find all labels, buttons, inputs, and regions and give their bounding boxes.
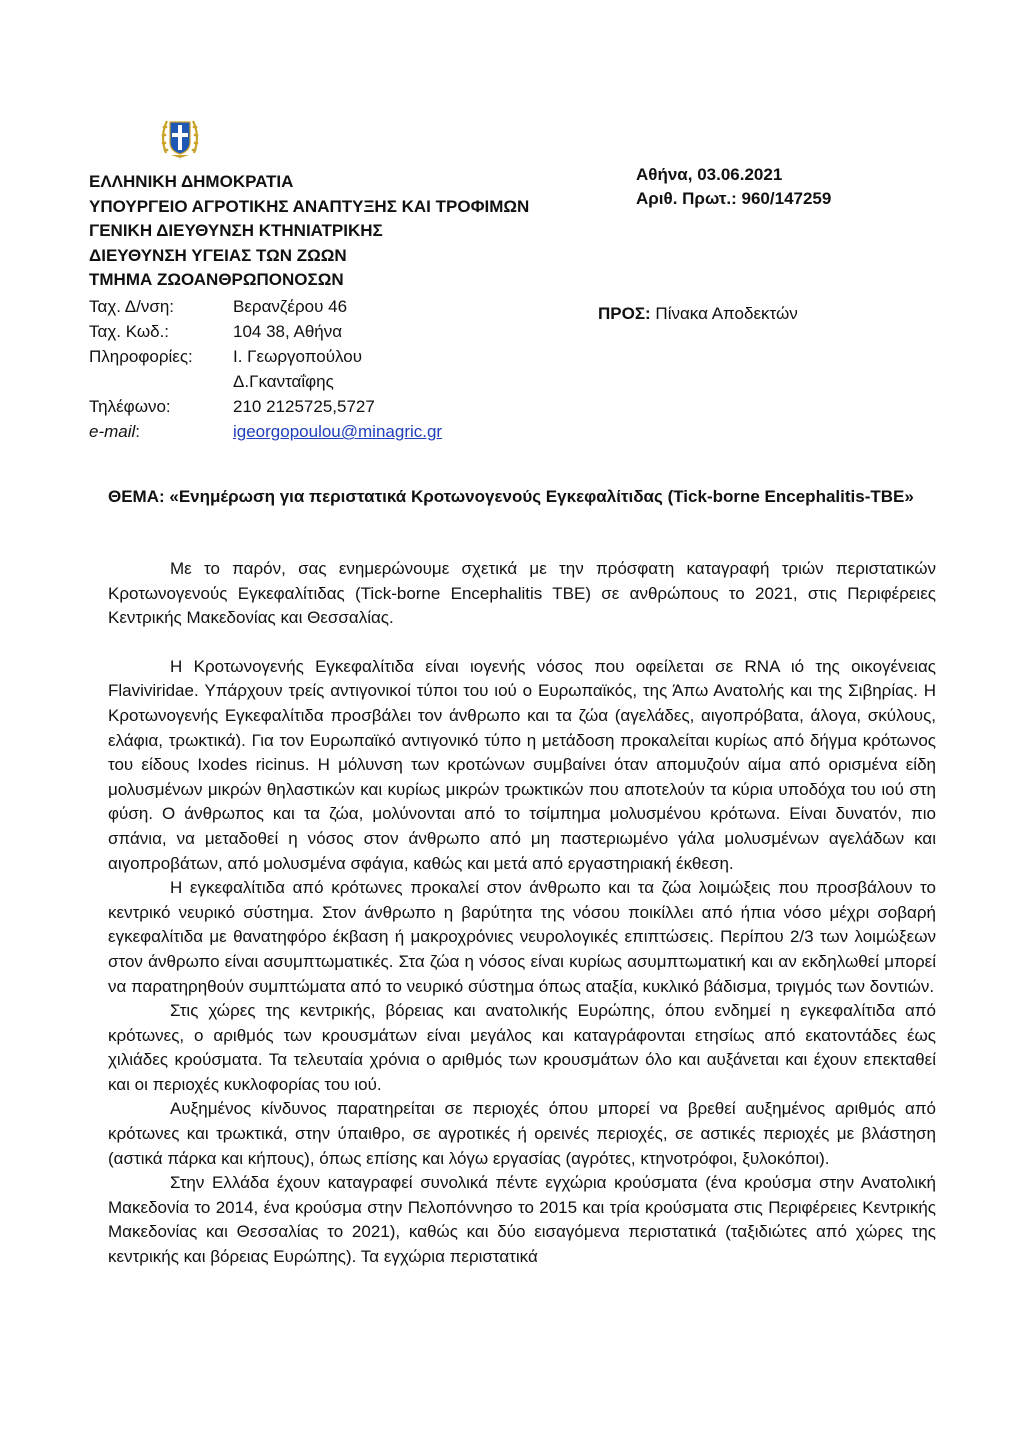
recipient-line — [598, 304, 798, 324]
header-line-republic: ΕΛΛΗΝΙΚΗ ΔΗΜΟΚΡΑΤΙΑ — [89, 172, 294, 191]
header-line-directorate: ΔΙΕΥΘΥΝΣΗ ΥΓΕΙΑΣ ΤΩΝ ΖΩΩΝ — [89, 245, 347, 265]
contact-block — [89, 294, 442, 444]
phone-value: 210 2125725,5727 — [233, 397, 375, 416]
paragraph-4: Στις χώρες της κεντρικής, βόρειας και ανατολικής Ευρώπης, όπου ενδημεί η εγκεφαλίτιδα από κρότωνες, ο αριθμός των κρουσμάτων είναι μεγάλος και καταγράφονται ετησίως από εκατοντάδες έως χιλιάδες κρούσματα. Τα τελευταία χρόνια ο αριθμός των κρουσμάτων όλο και αυξάνεται και έχουν επεκταθεί και οι περιοχές κυκλοφορίας του ιού. — [108, 1001, 936, 1094]
info-value-2: Δ.Γκανταΐφης — [233, 372, 334, 391]
address-row — [89, 294, 442, 319]
email-link[interactable]: igeorgopoulou@minagric.gr — [233, 422, 443, 441]
address-label: Ταχ. Δ/νση: — [89, 297, 175, 316]
recipient-label: ΠΡΟΣ: — [598, 304, 651, 323]
protocol-number: Αριθ. Πρωτ.: 960/147259 — [636, 189, 832, 208]
paragraph-2: Η Κροτωνογενής Εγκεφαλίτιδα είναι ιογενής νόσος που οφείλεται σε RNA ιό της οικογένειας Flaviviridae. Υπάρχουν τρείς αντιγονικοί τύποι του ιού ο Ευρωπαϊκός, της Άπω Ανατολής και της Σιβηρίας. Η Κροτωνογενής Εγκεφαλίτιδα προσβάλει τον άνθρωπο και τα ζώα (αγελάδες, αιγοπρόβατα, άλογα, σκύλους, ελάφια, τρωκτικά). Για τον Ευρωπαϊκό αντιγονικό τύπο η μετάδοση προκαλείται κυρίως από δήγμα κρότωνος του είδους Ixodes ricinus. Η μόλυνση των κροτώνων συμβαίνει όταν απομυζούν αίμα από ορισμένα είδη μολυσμένων μικρών θηλαστικών και κυρίως μικρών τρωκτικών που αποτελούν τα κύρια υποδόχα του ιού στη φύση. Ο άνθρωπος και τα ζώα, μολύνονται από το τσίμπημα μολυσμένου κρότωνα. Είναι δυνατόν, πιο σπάνια, να μεταδοθεί η νόσος στον άνθρωπο από μη παστεριωμένο γάλα μολυσμένων αγελάδων και αιγοπροβάτων, από μολυσμένα σφάγια, καθώς και μετά από εργαστηριακή έκθεση. — [108, 656, 936, 873]
email-colon: : — [135, 422, 141, 441]
date-block — [636, 163, 831, 211]
email-label: e-mail — [89, 422, 136, 441]
subject-line: ΘΕΜΑ: «Ενημέρωση για περιστατικά Κροτωνογενούς Εγκεφαλίτιδας (Tick-borne Encephalitis-TBE» — [108, 487, 914, 506]
recipient-value: Πίνακα Αποδεκτών — [650, 304, 798, 323]
paragraph-1: Με το παρόν, σας ενημερώνουμε σχετικά με την πρόσφατη καταγραφή τριών περιστατικών Κροτωνογενούς Εγκεφαλίτιδας (Tick-borne Encephalitis TBE) σε ανθρώπους το 2021, στις Περιφέρειες Κεντρικής Μακεδονίας και Θεσσαλίας. — [108, 559, 936, 628]
paragraph-3: Η εγκεφαλίτιδα από κρότωνες προκαλεί στον άνθρωπο και τα ζώα λοιμώξεις που προσβάλουν το κεντρικό νευρικό σύστημα. Στον άνθρωπο η βαρύτητα της νόσου ποικίλλει από ήπια νόσο μέχρι σοβαρή εγκεφαλίτιδα με θανατηφόρο έκβαση ή μακροχρόνιες νευρολογικές επιπτώσεις. Περίπου 2/3 των λοιμώξεων στον άνθρωπο είναι ασυμπτωματικές. Στα ζώα η νόσος είναι κυρίως ασυμπτωματική και αν εκδηλωθεί μπορεί να παρατηρηθούν συμπτώματα από το νευρικό σύστημα όπως αταξία, κυκλικό βάδισμα, τριγμός των δοντιών. — [108, 878, 936, 996]
phone-label: Τηλέφωνο: — [89, 397, 171, 416]
document-body — [108, 557, 936, 1270]
info-row — [89, 344, 442, 369]
paragraph-6: Στην Ελλάδα έχουν καταγραφεί συνολικά πέντε εγχώρια κρούσματα (ένα κρούσμα στην Ανατολική Μακεδονία το 2014, ένα κρούσμα στην Πελοπόννησο το 2015 και τρία κρούσματα στις Περιφέρειες Κεντρικής Μακεδονίας και Θεσσαλίας το 2021), καθώς και δύο εισαγόμενα περιστατικά (ταξιδιώτες από χώρες της κεντρικής και βόρειας Ευρώπης). Τα εγχώρια περιστατικά — [108, 1173, 936, 1267]
email-row — [89, 419, 442, 444]
phone-row — [89, 394, 442, 419]
info-row-2 — [89, 369, 442, 394]
ministry-header — [89, 170, 529, 293]
info-label: Πληροφορίες: — [89, 347, 193, 366]
greek-emblem-icon — [161, 113, 199, 159]
address-value: Βερανζέρου 46 — [233, 297, 348, 316]
document-date: Αθήνα, 03.06.2021 — [636, 165, 783, 184]
header-line-department: ΤΜΗΜΑ ΖΩΟΑΝΘΡΩΠΟΝΟΣΩΝ — [89, 270, 344, 289]
paragraph-5: Αυξημένος κίνδυνος παρατηρείται σε περιοχές όπου μπορεί να βρεθεί αυξημένος αριθμός από κρότωνες και τρωκτικά, στην ύπαιθρο, σε αγροτικές ή ορεινές περιοχές, σε αστικές περιοχές με βλάστηση (αστικά πάρκα και κήπους), όπως επίσης και λόγω εργασίας (αγρότες, κτηνοτρόφοι, ξυλοκόποι). — [108, 1099, 936, 1168]
info-value-1: Ι. Γεωργοπούλου — [233, 347, 363, 366]
postcode-value: 104 38, Αθήνα — [233, 322, 343, 341]
postcode-label: Ταχ. Κωδ.: — [89, 322, 170, 341]
header-line-general-directorate: ΓΕΝΙΚΗ ΔΙΕΥΘΥΝΣΗ ΚΤΗΝΙΑΤΡΙΚΗΣ — [89, 221, 383, 240]
postcode-row — [89, 319, 442, 344]
header-line-ministry: ΥΠΟΥΡΓΕΙΟ ΑΓΡΟΤΙΚΗΣ ΑΝΑΠΤΥΞΗΣ ΚΑΙ ΤΡΟΦΙΜΩΝ — [89, 196, 530, 216]
